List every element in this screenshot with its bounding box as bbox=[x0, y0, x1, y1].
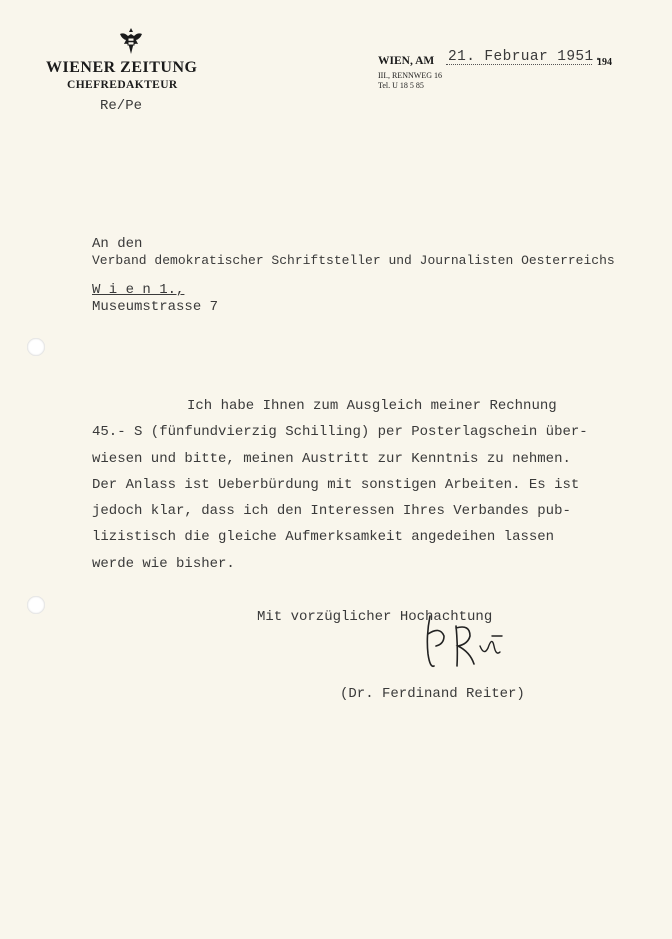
closing-greeting: Mit vorzüglicher Hochachtung bbox=[257, 609, 493, 625]
recipient-salutation: An den bbox=[92, 236, 143, 252]
letter-date: 21. Februar 1951. bbox=[448, 49, 603, 65]
body-line: lizistisch die gleiche Aufmerksamkeit angedeihen lassen bbox=[92, 529, 555, 545]
body-line: werde wie bisher. bbox=[92, 556, 235, 572]
sender-role: CHEFREDAKTEUR bbox=[67, 79, 178, 91]
recipient-street: Museumstrasse 7 bbox=[92, 299, 219, 315]
body-line: jedoch klar, dass ich den Interessen Ihres Verbandes pub- bbox=[92, 503, 571, 519]
recipient-city: W i e n 1., bbox=[92, 282, 185, 298]
body-line: Ich habe Ihnen zum Ausgleich meiner Rechnung bbox=[187, 398, 557, 414]
recipient-organization: Verband demokratischer Schriftsteller und Journalisten Oesterreichs bbox=[92, 253, 615, 268]
body-line: 45.- S (fünfundvierzig Schilling) per Posterlagschein über- bbox=[92, 424, 588, 440]
body-line: wiesen und bitte, meinen Austritt zur Kenntnis zu nehmen. bbox=[92, 451, 571, 467]
binder-hole bbox=[27, 596, 45, 614]
reference-code: Re/Pe bbox=[100, 98, 143, 114]
date-dotted-line bbox=[446, 64, 592, 65]
place-label: WIEN, AM bbox=[378, 55, 435, 67]
eagle-emblem-icon bbox=[116, 26, 146, 58]
body-line: Der Anlass ist Ueberbürdung mit sonstigen Arbeiten. Es ist bbox=[92, 477, 580, 493]
handwritten-signature bbox=[400, 606, 516, 676]
signatory-name: (Dr. Ferdinand Reiter) bbox=[340, 686, 525, 702]
year-prefix: 194 bbox=[597, 57, 612, 68]
newspaper-title: WIENER ZEITUNG bbox=[46, 59, 198, 76]
sender-address: III., RENNWEG 16 bbox=[378, 71, 442, 80]
sender-telephone: Tel. U 18 5 85 bbox=[378, 81, 424, 90]
binder-hole bbox=[27, 338, 45, 356]
